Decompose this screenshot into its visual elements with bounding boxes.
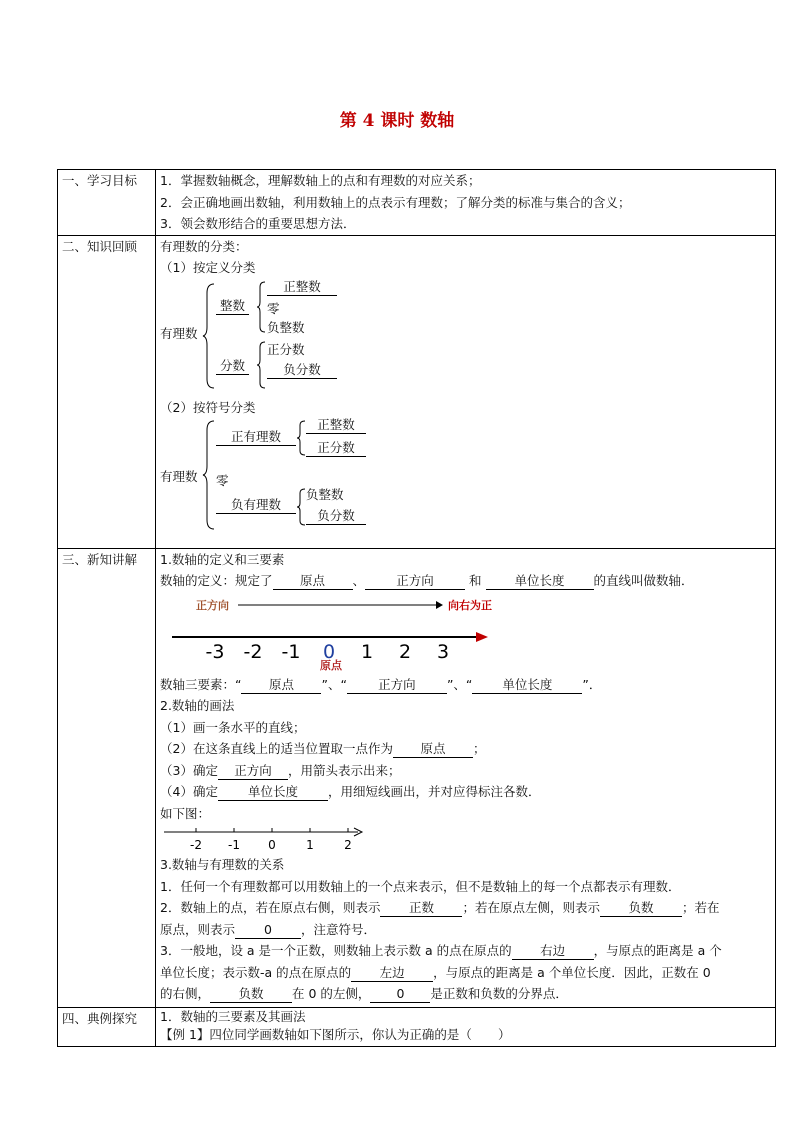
- tree-positive-fraction: 正分数: [306, 439, 366, 457]
- tick-label: 2: [398, 640, 412, 663]
- blank-answer: 原点: [393, 741, 473, 758]
- left-brace-icon: [202, 283, 216, 389]
- goal-line: 3．领会数形结合的重要思想方法．: [160, 216, 356, 231]
- right-is-positive-label: 向右为正: [448, 598, 492, 612]
- tree-zero: 零: [267, 300, 280, 316]
- relation-line: 1．任何一个有理数都可以用数轴上的一个点来表示，但不是数轴上的每一个点都表示有理数．: [160, 878, 681, 894]
- step: （4）确定 单位长度 ，用细短线画出，并对应得标注各数．: [160, 784, 541, 799]
- tick-label: 0: [268, 838, 276, 852]
- step: （1）画一条水平的直线；: [160, 719, 306, 735]
- classification-tree-sign: [160, 418, 771, 534]
- tree-positive-rational: 正有理数: [216, 428, 296, 446]
- step: （2）在这条直线上的适当位置取一点作为 原点 ；: [160, 741, 486, 756]
- blank-answer: 正方向: [347, 677, 447, 694]
- example-question: 【例 1】四位同学画数轴如下图所示，你认为正确的是（ ）: [160, 1026, 511, 1042]
- page-title: 第 4 课时 数轴: [339, 111, 455, 131]
- blank-answer: 正方向: [218, 763, 288, 780]
- goal-line: 2．会正确地画出数轴，利用数轴上的点表示有理数；了解分类的标准与集合的含义；: [160, 194, 631, 210]
- left-brace-icon: [202, 420, 216, 530]
- left-brace-icon: [256, 281, 266, 333]
- row-review: [58, 235, 776, 548]
- relation-line: 单位长度；表示数-a 的点在原点的 左边 ，与原点的距离是 a 个单位长度．因此，正数在 0: [160, 964, 711, 980]
- tick-label: -2: [243, 640, 263, 663]
- blank-answer: 右边: [512, 943, 594, 960]
- arrow-head-icon: [476, 632, 488, 642]
- number-line-figure: [160, 594, 500, 674]
- blank-answer: 左边: [351, 965, 433, 982]
- blank-answer: 单位长度: [486, 573, 594, 590]
- classify-by-sign: （2）按符号分类: [160, 399, 256, 415]
- step: （3）确定 正方向 ，用箭头表示出来；: [160, 762, 401, 778]
- figure-intro: 如下图：: [160, 805, 211, 821]
- row-label: 四、典例探究: [58, 1007, 156, 1046]
- row-content: [156, 170, 776, 236]
- number-line-definition: 数轴的定义：规定了 原点 、 正方向 和 单位长度 的直线叫做数轴．: [160, 573, 694, 588]
- relation-line: 的右侧， 负数 在 0 的左侧， 0 是正数和负数的分界点．: [160, 986, 568, 1001]
- relation-line: 2．数轴上的点，若在原点右侧，则表示 正数 ；若在原点左侧，则表示 负数 ；若在: [160, 900, 720, 915]
- tree-negative-rational: 负有理数: [216, 496, 296, 514]
- three-elements: 数轴三要素：“ 原点 ”、“ 正方向 ”、“ 单位长度 ”．: [160, 676, 602, 692]
- blank-answer: 单位长度: [218, 784, 328, 801]
- tick-label: 1: [306, 838, 314, 852]
- row-label: 三、新知讲解: [58, 548, 156, 1007]
- review-intro: 有理数的分类：: [160, 238, 248, 254]
- tick-label: -2: [190, 838, 202, 852]
- classification-tree-definition: [160, 279, 771, 397]
- tree-fraction: 分数: [216, 357, 249, 375]
- blank-answer: 负数: [600, 900, 682, 917]
- row-label: 一、学习目标: [58, 170, 156, 236]
- blank-answer: 原点: [241, 677, 321, 694]
- blank-answer: 原点: [273, 573, 353, 590]
- tick-label: 1: [360, 640, 374, 663]
- row-label: 二、知识回顾: [58, 235, 156, 548]
- blank-answer: 正数: [380, 900, 462, 917]
- tree-negative-fraction: 负分数: [267, 361, 337, 379]
- section-heading: 1.数轴的定义和三要素: [160, 551, 285, 567]
- tick-label: 2: [344, 838, 352, 852]
- classify-by-definition: （1）按定义分类: [160, 260, 256, 275]
- tree-positive-integer: 正整数: [306, 416, 366, 434]
- relation-line: 3．一般地，设 a 是一个正数，则数轴上表示数 a 的点在原点的 右边 ，与原点的距离是 a 个: [160, 943, 722, 958]
- section-heading: 3.数轴与有理数的关系: [160, 857, 285, 872]
- tick-label: -1: [228, 838, 240, 852]
- left-brace-icon: [256, 341, 266, 389]
- section-heading: 2.数轴的画法: [160, 698, 235, 713]
- blank-answer: 负数: [210, 986, 292, 1003]
- tree-negative-integer: 负整数: [267, 319, 305, 335]
- tree-negative-fraction: 负分数: [306, 507, 366, 525]
- blank-answer: 0: [235, 922, 301, 939]
- example-heading: 1．数轴的三要素及其画法: [160, 1008, 306, 1024]
- positive-direction-label: 正方向: [196, 598, 229, 612]
- left-brace-icon: [296, 488, 306, 526]
- origin-label: 原点: [320, 658, 342, 672]
- row-content: [156, 235, 776, 548]
- left-brace-icon: [296, 420, 306, 456]
- tick-label: -1: [281, 640, 301, 663]
- tree-positive-fraction: 正分数: [267, 341, 305, 357]
- row-content: [156, 1007, 776, 1046]
- number-line-example: [160, 824, 380, 854]
- tree-zero: 零: [216, 473, 229, 488]
- blank-answer: 正方向: [365, 573, 465, 590]
- row-new-knowledge: [58, 548, 776, 1007]
- lesson-table: [57, 169, 776, 1047]
- tree-root: 有理数: [160, 325, 198, 341]
- row-content: [156, 548, 776, 1007]
- blank-answer: 单位长度: [472, 677, 582, 694]
- row-goals: [58, 170, 776, 236]
- tick-label: 3: [436, 640, 450, 663]
- blank-answer: 0: [370, 986, 430, 1003]
- tree-positive-integer: 正整数: [267, 278, 337, 296]
- tree-integer: 整数: [216, 297, 249, 315]
- tick-label: -3: [205, 640, 225, 663]
- tree-root: 有理数: [160, 469, 198, 484]
- tick-label: 0: [322, 640, 336, 663]
- tree-negative-integer: 负整数: [306, 487, 344, 502]
- goal-line: 1．掌握数轴概念，理解数轴上的点和有理数的对应关系；: [160, 173, 481, 188]
- arrow-head-icon: [436, 601, 443, 609]
- row-examples: [58, 1007, 776, 1046]
- relation-line: 原点，则表示 0 ，注意符号．: [160, 921, 377, 937]
